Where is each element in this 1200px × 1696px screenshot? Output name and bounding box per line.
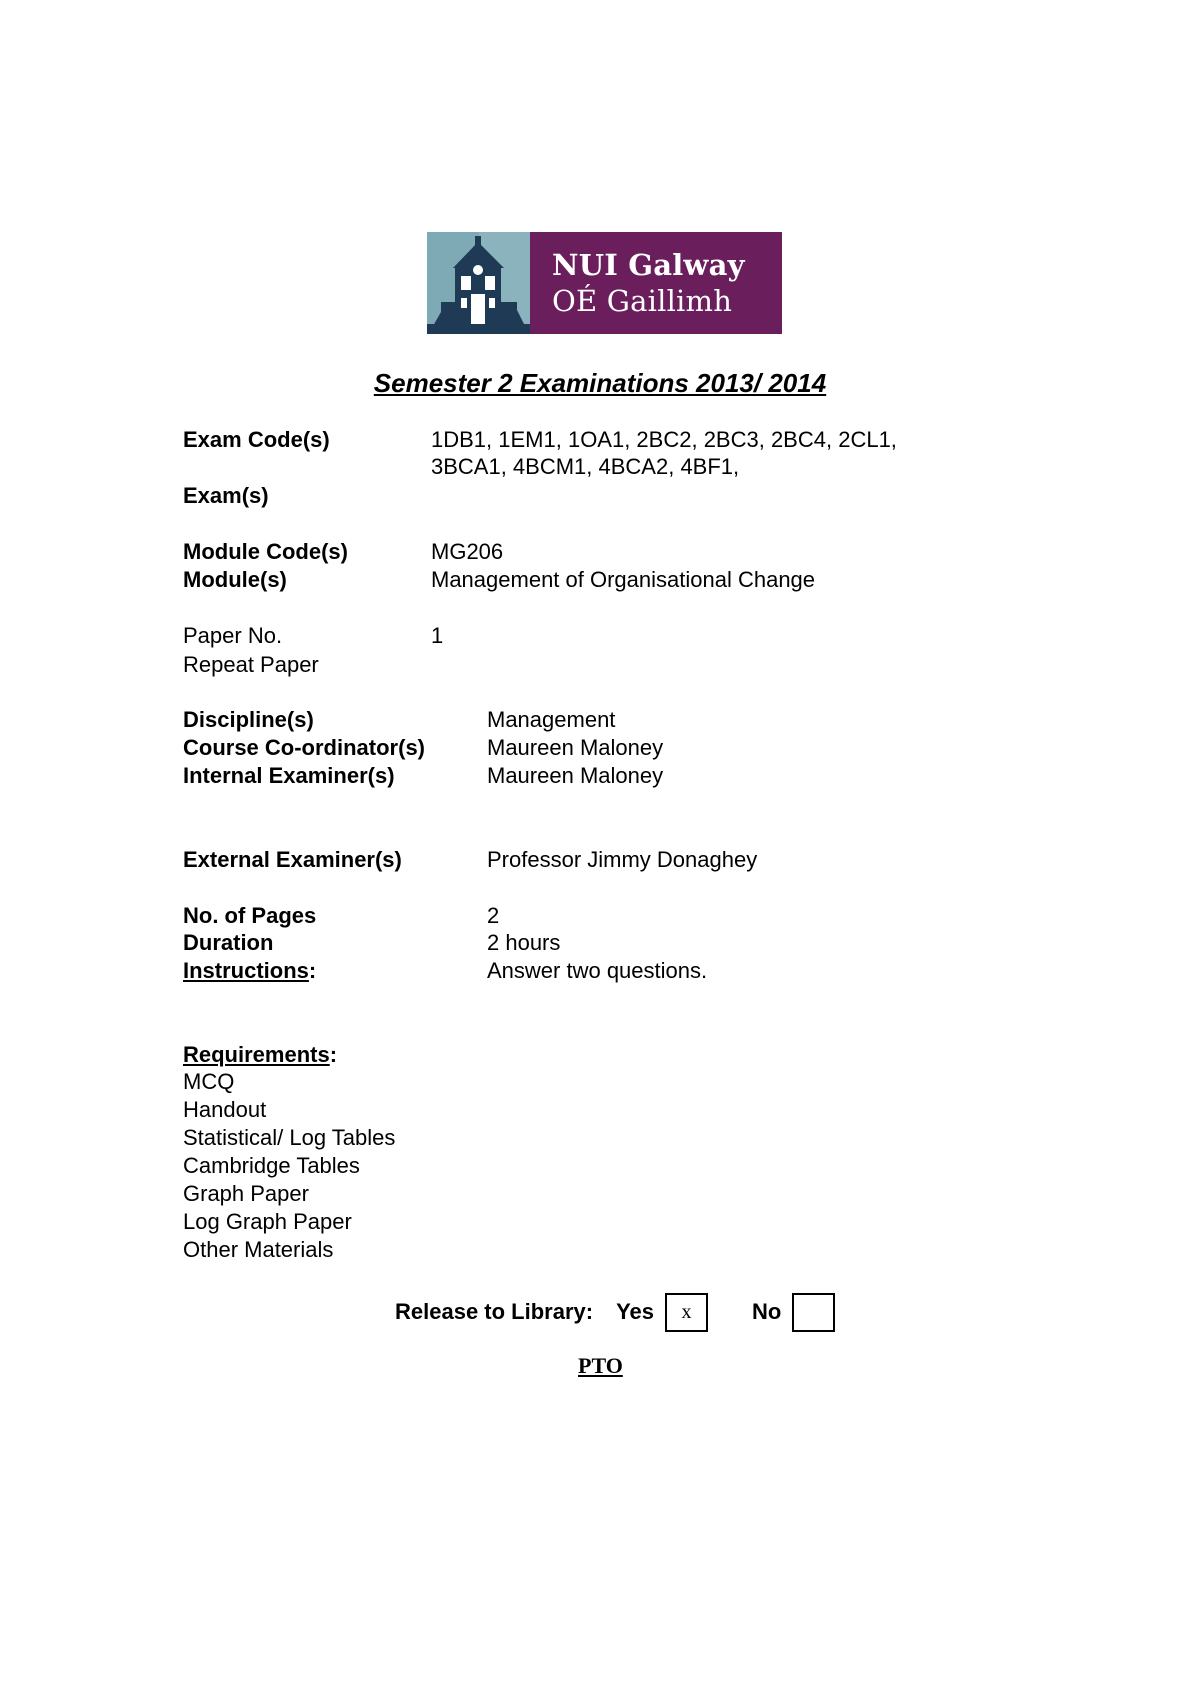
instructions-label: Instructions	[183, 958, 309, 983]
exams-label: Exam(s)	[183, 483, 269, 508]
requirement-item: Statistical/ Log Tables	[183, 1125, 396, 1150]
release-yes-checkbox[interactable]: x	[665, 1293, 708, 1332]
course-coordinator-value: Maureen Maloney	[487, 735, 664, 760]
requirement-item: Cambridge Tables	[183, 1153, 360, 1178]
requirement-item: Log Graph Paper	[183, 1209, 352, 1234]
requirement-item: Handout	[183, 1097, 267, 1122]
no-of-pages-value: 2	[487, 903, 500, 928]
requirement-item: MCQ	[183, 1069, 235, 1094]
duration-label: Duration	[183, 930, 274, 955]
logo-wordmark	[530, 232, 782, 334]
pto-label: PTO	[578, 1353, 623, 1378]
course-coordinator-label: Course Co-ordinator(s)	[183, 735, 425, 760]
instructions-colon: :	[308, 958, 317, 983]
nui-galway-logo	[427, 232, 782, 334]
release-to-library-row	[395, 1290, 835, 1334]
paper-no-label: Paper No.	[183, 623, 283, 648]
release-no-label: No	[752, 1299, 782, 1324]
exam-codes-value-line2: 3BCA1, 4BCM1, 4BCA2, 4BF1,	[431, 454, 740, 479]
exam-codes-label: Exam Code(s)	[183, 427, 330, 452]
internal-examiner-label: Internal Examiner(s)	[183, 763, 395, 788]
exam-codes-value-line1: 1DB1, 1EM1, 1OA1, 2BC2, 2BC3, 2BC4, 2CL1,	[431, 427, 897, 452]
repeat-paper-label: Repeat Paper	[183, 652, 319, 677]
external-examiner-value: Professor Jimmy Donaghey	[487, 847, 758, 872]
instructions-label-row	[183, 957, 316, 985]
release-no-checkbox[interactable]	[792, 1293, 835, 1332]
requirement-item: Other Materials	[183, 1237, 334, 1262]
quadrangle-tower-icon	[427, 232, 530, 334]
page-title: Semester 2 Examinations 2013/ 2014	[373, 368, 827, 398]
logo-text-irish: OÉ Gaillimh	[552, 284, 733, 318]
module-codes-label: Module Code(s)	[183, 539, 348, 564]
duration-value: 2 hours	[487, 930, 561, 955]
module-codes-value: MG206	[431, 539, 504, 564]
instructions-value: Answer two questions.	[487, 958, 708, 983]
requirements-colon: :	[329, 1042, 338, 1067]
modules-value: Management of Organisational Change	[431, 567, 816, 592]
release-label: Release to Library:	[395, 1299, 594, 1324]
external-examiner-label: External Examiner(s)	[183, 847, 402, 872]
requirements-label: Requirements	[183, 1042, 330, 1067]
release-yes-label: Yes	[616, 1299, 655, 1324]
internal-examiner-value: Maureen Maloney	[487, 763, 664, 788]
modules-label: Module(s)	[183, 567, 287, 592]
disciplines-label: Discipline(s)	[183, 707, 314, 732]
logo-text-english: NUI Galway	[552, 248, 745, 282]
disciplines-value: Management	[487, 707, 616, 732]
requirements-heading	[183, 1041, 337, 1069]
paper-no-value: 1	[431, 623, 444, 648]
requirement-item: Graph Paper	[183, 1181, 309, 1206]
no-of-pages-label: No. of Pages	[183, 903, 317, 928]
